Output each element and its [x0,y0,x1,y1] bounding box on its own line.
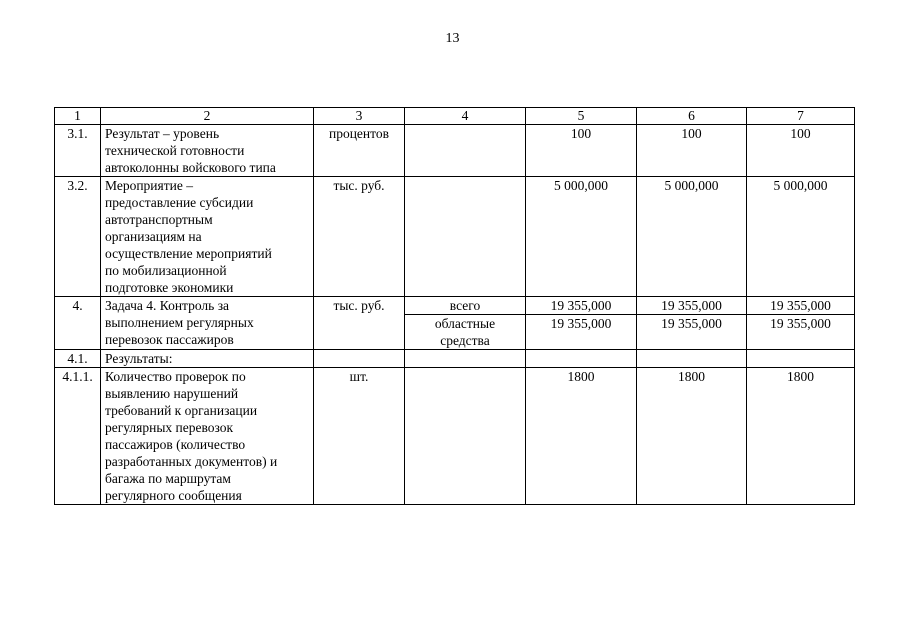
row-value-5: 19 355,000 [526,315,637,350]
row-source [405,368,526,505]
table-row [55,368,855,505]
column-header: 1 [55,108,101,125]
row-value-6: 19 355,000 [637,297,747,315]
row-number: 3.2. [55,177,101,297]
row-unit: процентов [314,125,405,177]
row-value-7: 1800 [747,368,855,505]
row-value-6: 5 000,000 [637,177,747,297]
row-source [405,177,526,297]
row-value-7: 100 [747,125,855,177]
row-unit: шт. [314,368,405,505]
row-value-6: 1800 [637,368,747,505]
table-header-row [55,108,855,125]
row-value-6 [637,350,747,368]
table-row [55,350,855,368]
column-header: 6 [637,108,747,125]
row-name: Задача 4. Контроль за выполнением регулярных перевозок пассажиров [101,297,314,350]
column-header: 7 [747,108,855,125]
row-value-6: 100 [637,125,747,177]
column-header: 4 [405,108,526,125]
row-number: 4. [55,297,101,350]
table-row [55,125,855,177]
column-header: 2 [101,108,314,125]
row-value-5 [526,350,637,368]
row-source [405,350,526,368]
table-row [55,177,855,297]
row-unit: тыс. руб. [314,297,405,350]
row-value-7: 5 000,000 [747,177,855,297]
page-number: 13 [445,31,460,46]
row-number: 4.1. [55,350,101,368]
row-value-7 [747,350,855,368]
row-name: Результат – уровень технической готовности автоколонны войскового типа [101,125,314,177]
row-unit [314,350,405,368]
row-value-5: 19 355,000 [526,297,637,315]
row-source [405,125,526,177]
column-header: 3 [314,108,405,125]
row-source: областные средства [405,315,526,350]
row-value-6: 19 355,000 [637,315,747,350]
row-value-7: 19 355,000 [747,297,855,315]
row-number: 3.1. [55,125,101,177]
row-unit: тыс. руб. [314,177,405,297]
row-name: Мероприятие – предоставление субсидии автотранспортным организациям на осуществление мероприятий по мобилизационной подготовке экономики [101,177,314,297]
table-row [55,297,855,315]
row-value-5: 1800 [526,368,637,505]
row-value-5: 5 000,000 [526,177,637,297]
column-header: 5 [526,108,637,125]
row-value-7: 19 355,000 [747,315,855,350]
row-name: Результаты: [101,350,314,368]
row-source: всего [405,297,526,315]
row-number: 4.1.1. [55,368,101,505]
indicators-table [54,107,855,505]
row-name: Количество проверок по выявлению нарушений требований к организации регулярных перевозок пассажиров (количество разработанных документов) и багажа по маршрутам регулярного сообщения [101,368,314,505]
row-value-5: 100 [526,125,637,177]
